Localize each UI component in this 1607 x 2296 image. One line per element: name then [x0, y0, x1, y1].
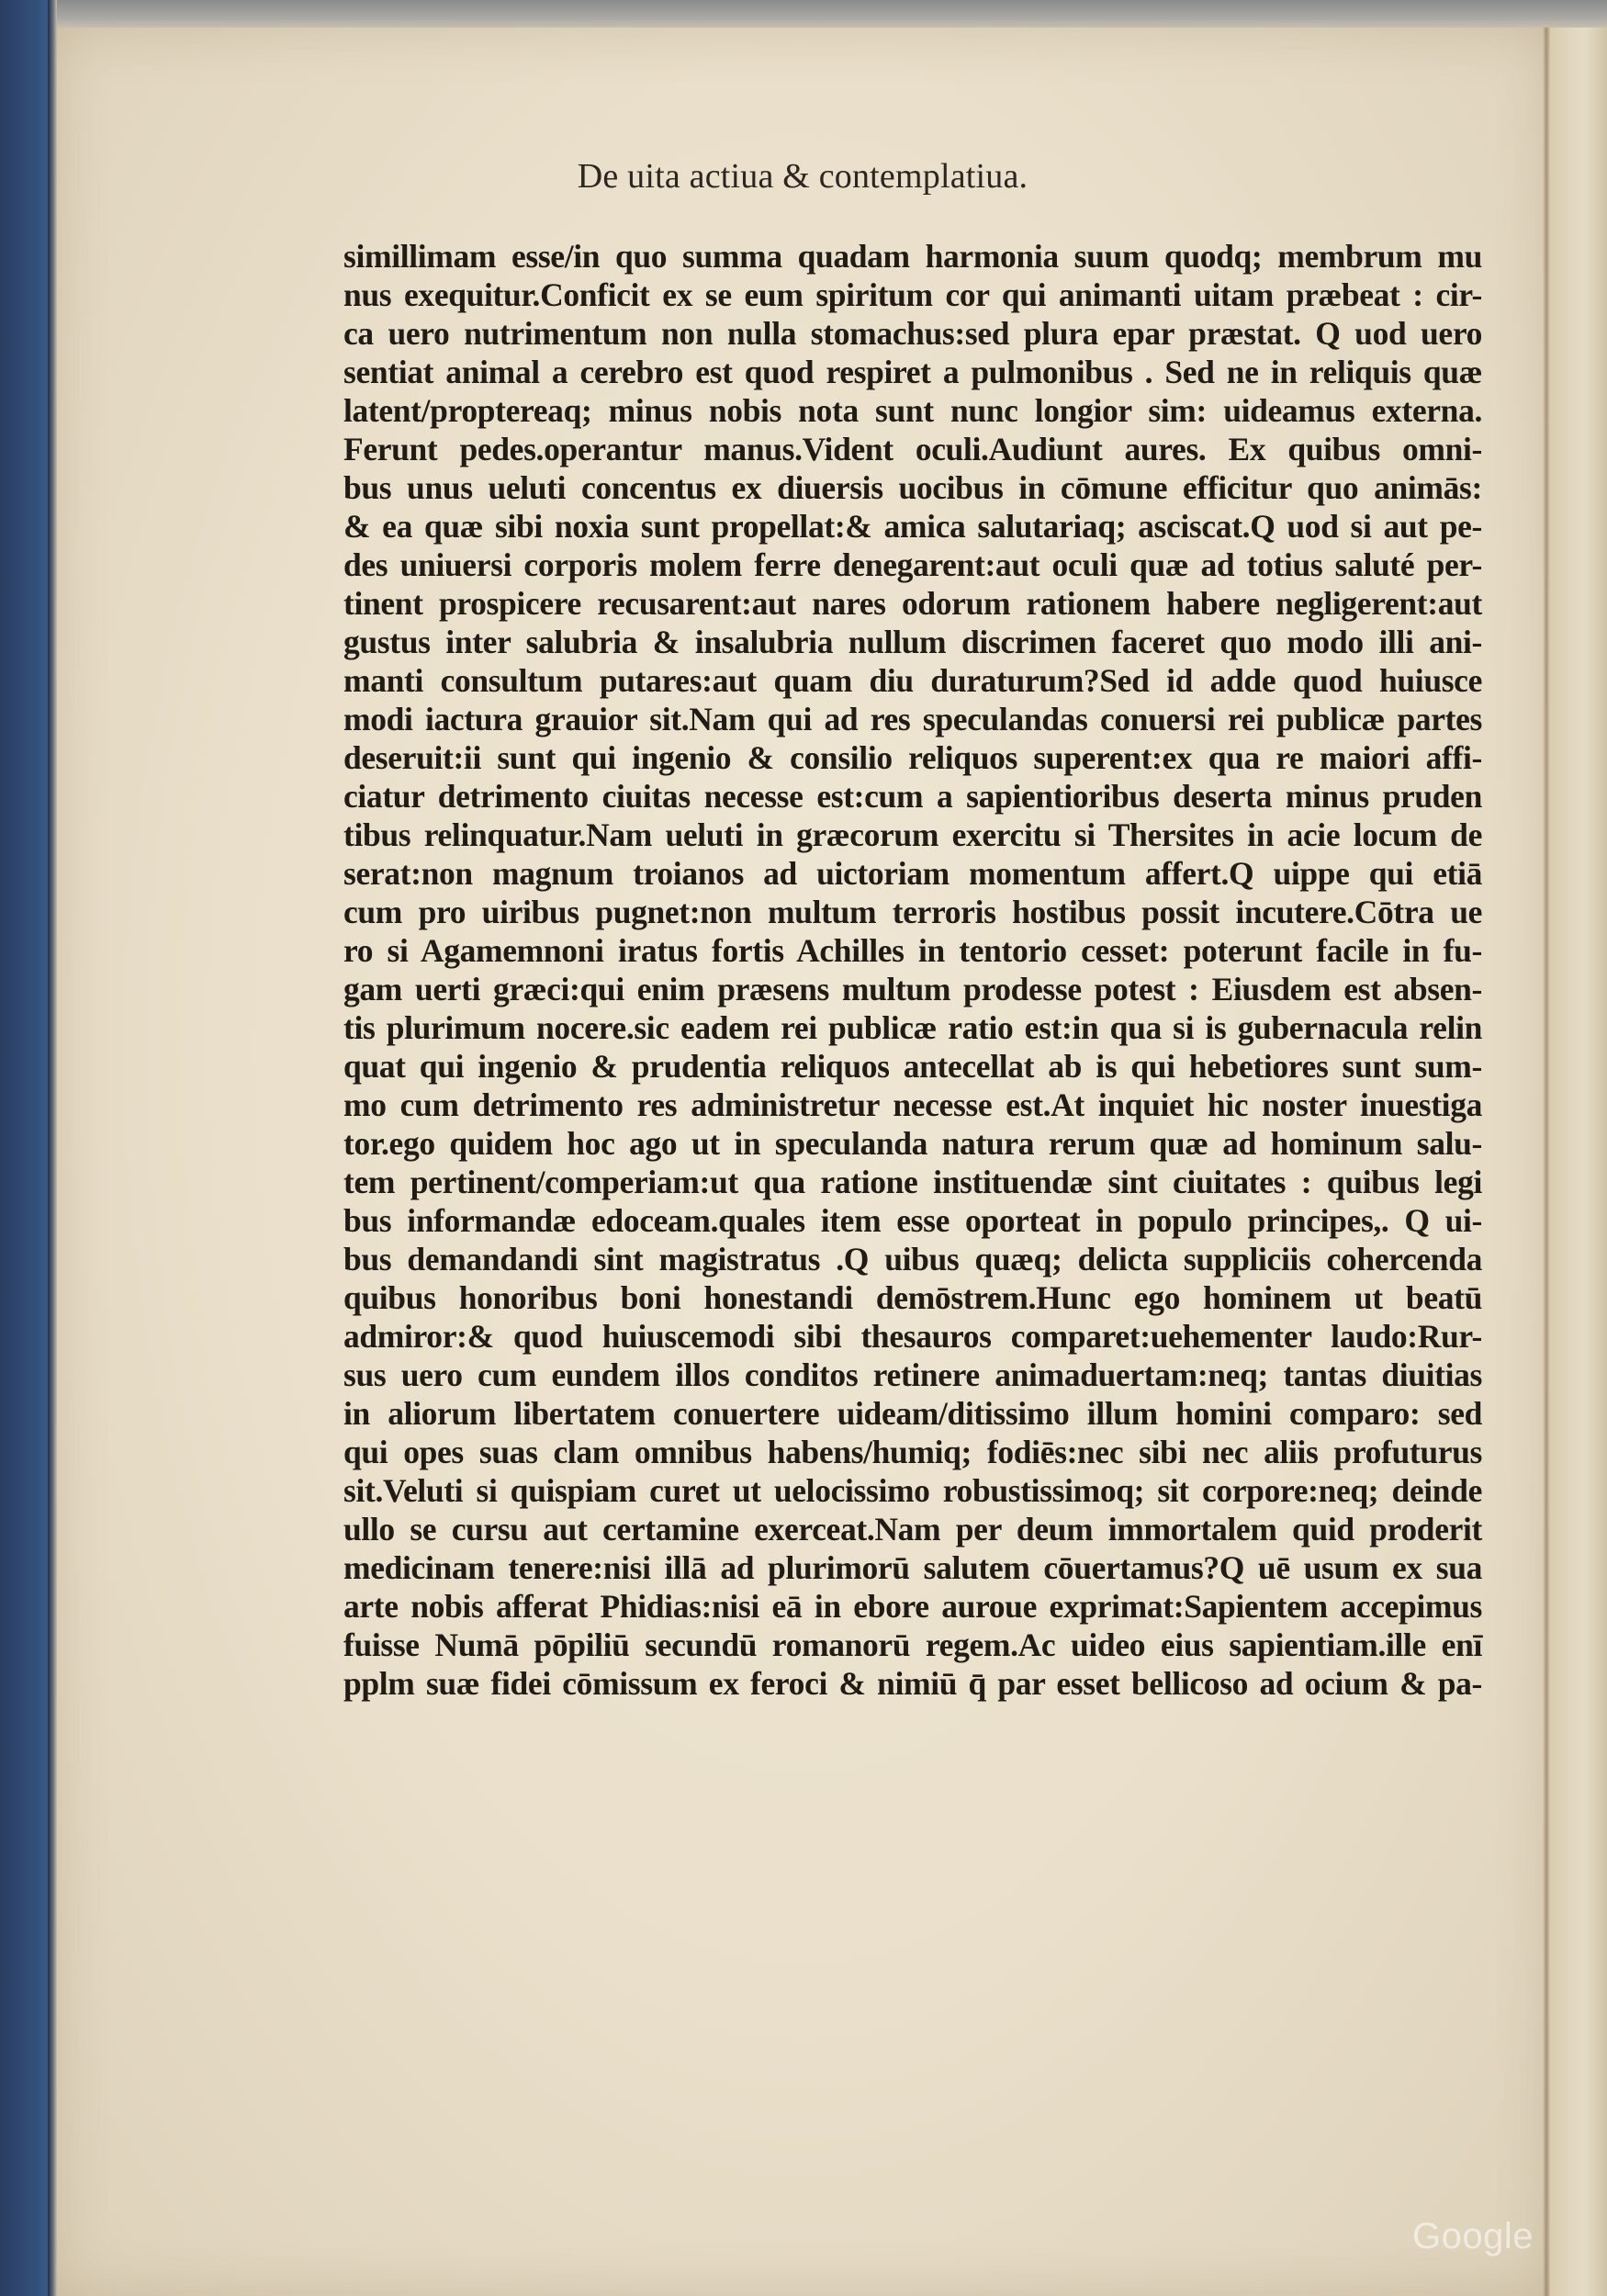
- text-line: cum pro uiribus pugnet:non multum terroris hostibus possit incutere.Cōtra ue: [343, 894, 1482, 930]
- text-line: qui opes suas clam omnibus habens/humiq; fodiēs:nec sibi nec aliis profuturus: [343, 1434, 1482, 1470]
- text-line: quibus honoribus boni honestandi demōstrem.Hunc ego hominem ut beatū: [343, 1279, 1482, 1316]
- book-page: [53, 28, 1552, 2296]
- text-line: sit.Veluti si quispiam curet ut uelocissimo robustissimoq; sit corpore:neq; deinde: [343, 1472, 1482, 1509]
- text-line: tem pertinent/comperiam:ut qua ratione instituendæ sint ciuitates : quibus legi: [343, 1164, 1482, 1200]
- text-line: tor.ego quidem hoc ago ut in speculanda natura rerum quæ ad hominum salu-: [343, 1125, 1482, 1162]
- text-line: nus exequitur.Conficit ex se eum spiritum cor qui animanti uitam præbeat : cir-: [343, 276, 1482, 313]
- text-line: des uniuersi corporis molem ferre denegarent:aut oculi quæ ad totius saluté per-: [343, 546, 1482, 583]
- text-line: latent/proptereaq; minus nobis nota sunt nunc longior sim: uideamus externa.: [343, 392, 1482, 429]
- text-block: [343, 237, 1482, 1703]
- text-line: ro si Agamemnoni iratus fortis Achilles in tentorio cesset: poterunt facile in fu-: [343, 932, 1482, 969]
- text-line: Ferunt pedes.operantur manus.Vident oculi.Audiunt aures. Ex quibus omni-: [343, 431, 1482, 467]
- text-line: serat:non magnum troianos ad uictoriam momentum affert.Q uippe qui etiā: [343, 855, 1482, 892]
- text-line: quat qui ingenio & prudentia reliquos antecellat ab is qui hebetiores sunt sum-: [343, 1048, 1482, 1085]
- text-line: ciatur detrimento ciuitas necesse est:cum a sapientioribus deserta minus pruden: [343, 778, 1482, 815]
- text-line: modi iactura grauior sit.Nam qui ad res speculandas conuersi rei publicæ partes: [343, 701, 1482, 737]
- text-line: & ea quæ sibi noxia sunt propellat:& amica salutariaq; asciscat.Q uod si aut pe-: [343, 508, 1482, 545]
- text-line: mo cum detrimento res administretur necesse est.At inquiet hic noster inuestiga: [343, 1086, 1482, 1123]
- text-line: bus unus ueluti concentus ex diuersis uocibus in cōmune efficitur quo animās:: [343, 469, 1482, 506]
- google-watermark: Google: [1412, 2216, 1534, 2257]
- text-line: simillimam esse/in quo summa quadam harmonia suum quodq; membrum mu: [343, 238, 1482, 275]
- text-line: tinent prospicere recusarent:aut nares odorum rationem habere negligerent:aut: [343, 585, 1482, 622]
- text-line: manti consultum putares:aut quam diu duraturum?Sed id adde quod huiusce: [343, 662, 1482, 699]
- text-line: ullo se cursu aut certamine exerceat.Nam per deum immortalem quid proderit: [343, 1511, 1482, 1548]
- text-line: sentiat animal a cerebro est quod respiret a pulmonibus . Sed ne in reliquis quæ: [343, 354, 1482, 390]
- text-line: sus uero cum eundem illos conditos retinere animaduertam:neq; tantas diuitias: [343, 1356, 1482, 1393]
- next-page-edge: [1550, 28, 1607, 2296]
- text-line: deseruit:ii sunt qui ingenio & consilio reliquos superent:ex qua re maiori affi-: [343, 739, 1482, 776]
- text-line: fuisse Numā pōpiliū secundū romanorū regem.Ac uideo eius sapientiam.ille enī: [343, 1626, 1482, 1663]
- text-line: tibus relinquatur.Nam ueluti in græcorum exercitu si Thersites in acie locum de: [343, 816, 1482, 853]
- page-fold-shadow: [1543, 28, 1550, 2296]
- text-line: admiror:& quod huiuscemodi sibi thesauros comparet:uehementer laudo:Rur-: [343, 1318, 1482, 1355]
- text-line: bus demandandi sint magistratus .Q uibus quæq; delicta suppliciis cohercenda: [343, 1241, 1482, 1277]
- text-line: in aliorum libertatem conuertere uideam/ditissimo illum homini comparo: sed: [343, 1395, 1482, 1432]
- text-line: pplm suæ fidei cōmissum ex feroci & nimiū q̄ par esset bellicoso ad ocium & pa-: [343, 1665, 1482, 1702]
- text-line: ca uero nutrimentum non nulla stomachus:sed plura epar præstat. Q uod uero: [343, 315, 1482, 352]
- text-line: bus informandæ edoceam.quales item esse oporteat in populo principes,. Q ui-: [343, 1202, 1482, 1239]
- text-line: gam uerti græci:qui enim præsens multum prodesse potest : Eiusdem est absen-: [343, 971, 1482, 1007]
- running-head: De uita actiua & contemplatiua.: [577, 157, 1028, 196]
- text-line: tis plurimum nocere.sic eadem rei publicæ ratio est:in qua si is gubernacula relin: [343, 1009, 1482, 1046]
- page-top-shadow: [53, 0, 1607, 31]
- page-left-edge: [48, 0, 57, 2296]
- text-line: gustus inter salubria & insalubria nullum discrimen faceret quo modo illi ani-: [343, 624, 1482, 660]
- text-line: medicinam tenere:nisi illā ad plurimorū salutem cōuertamus?Q uē usum ex sua: [343, 1549, 1482, 1586]
- text-line: arte nobis afferat Phidias:nisi eā in ebore auroue exprimat:Sapientem accepimus: [343, 1588, 1482, 1625]
